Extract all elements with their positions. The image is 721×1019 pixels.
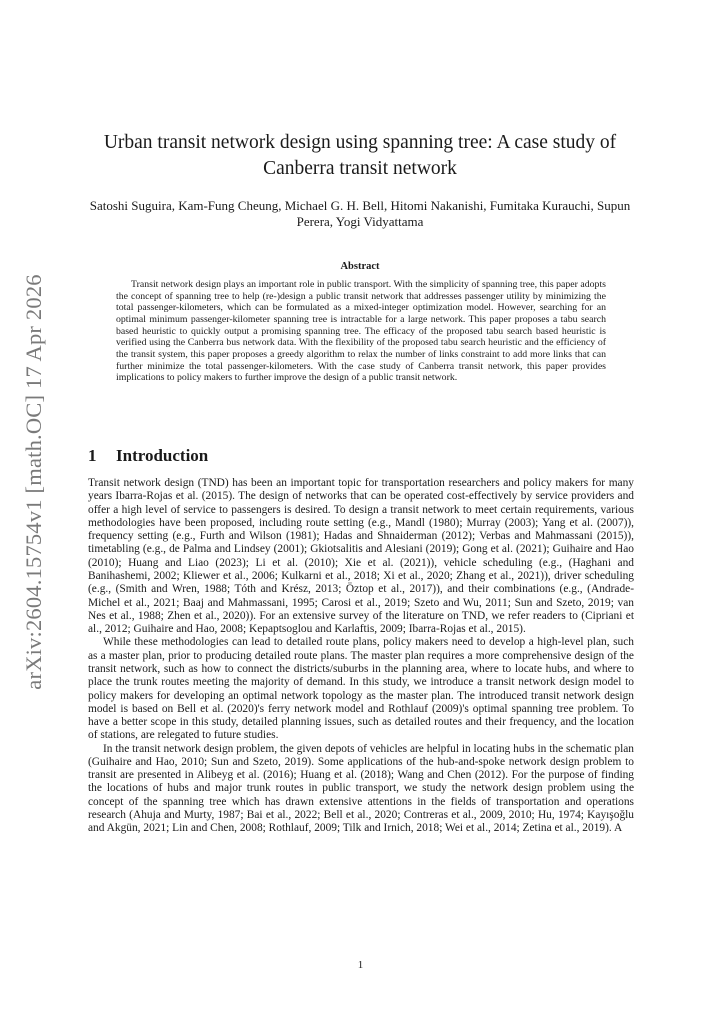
body-paragraph: While these methodologies can lead to detailed route plans, policy makers need to develop a high-level plan, such as a master plan, prior to producing detailed route plans. The master plan requires a more comprehensive design of the transit network, such as how to connect the districts/suburbs in the planning area, where to locate hubs, and where to place the trunk routes meeting the majority of demand. In this study, we introduce a transit network design model to policy makers for developing an optimal network topology as the master plan. The introduced transit network design model is based on Bell et al. (2020)'s ferry network model and Rothlauf (2009)'s optimal spanning tree problem. To have a better scope in this study, detailed planning issues, such as detailed routes and their frequency, and the location of stations, are relegated to future studies.	[88, 636, 634, 742]
section-heading	[88, 446, 208, 466]
abstract-text: Transit network design plays an important role in public transport. With the simplicity of spanning tree, this paper adopts the concept of spanning tree to help (re-)design a public transit network that addresses passenger utility by minimizing the total passenger-kilometers, which can be formulated as a mixed-integer optimization model. However, searching for an optimal minimum passenger-kilometer spanning tree is intractable for a large network. This paper proposes a tabu search based heuristic to quickly output a promising spanning tree. The efficacy of the proposed tabu search based heuristic is verified using the Canberra bus network data. With the flexibility of the proposed tabu search heuristic and the efficiency of the transit system, this paper proposes a greedy algorithm to relax the number of links constraint to add more links that can further minimize the total passenger-kilometers. With the case study of Canberra transit network, this paper provides implications to policy makers to further improve the design of a public transit network.	[116, 279, 606, 384]
arxiv-id-text: arXiv:2604.15754v1 [math.OC] 17 Apr 2026	[21, 274, 46, 690]
section-body	[88, 477, 634, 836]
paper-title: Urban transit network design using spanning tree: A case study of Canberra transit network	[103, 132, 617, 179]
author-list: Satoshi Suguira, Kam-Fung Cheung, Michael G. H. Bell, Hitomi Nakanishi, Fumitaka Kurauchi, Supun Perera, Yogi Vidyattama	[89, 198, 631, 229]
body-paragraph: Transit network design (TND) has been an important topic for transportation researchers and policy makers for many years Ibarra-Rojas et al. (2015). The design of networks that can be operated cost-effectively by service providers and offer a high level of service to passengers is desired. To design a transit network to meet certain requirements, various methodologies have been proposed, including route setting (e.g., Mandl (1980); Murray (2003); Yang et al. (2007)), frequency setting (e.g., Furth and Wilson (1981); Hadas and Shnaiderman (2012); Verbas and Mahmassani (2015)), timetabling (e.g., de Palma and Lindsey (2001); Gkiotsalitis and Alesiani (2019); Gong et al. (2021); Guihaire and Hao (2010); Huang and Liao (2023); Li et al. (2010); Xie et al. (2021)), vehicle scheduling (e.g., (Haghani and Banihashemi, 2002; Kliewer et al., 2006; Kulkarni et al., 2018; Xi et al., 2020; Zhang et al., 2021)), driver scheduling (e.g., (Smith and Wren, 1988; Tóth and Krész, 2013; Öztop et al., 2017)), and their combinations (e.g., (Andrade-Michel et al., 2021; Baaj and Mahmassani, 1995; Carosi et al., 2019; Szeto and Wu, 2011; Sun and Szeto, 2019; van Nes et al., 1988; Zhen et al., 2020)). For an extensive survey of the literature on TND, we refer readers to (Cipriani et al., 2012; Guihaire and Hao, 2008; Kepaptsoglou and Karlaftis, 2009; Ibarra-Rojas et al., 2015).	[88, 477, 634, 636]
arxiv-identifier-stamp	[11, 274, 57, 690]
body-paragraph: In the transit network design problem, the given depots of vehicles are helpful in locating hubs in the schematic plan (Guihaire and Hao, 2010; Sun and Szeto, 2019). Some applications of the hub-and-spoke network design problem to transit are presented in Alibeyg et al. (2016); Huang et al. (2018); Wang and Chen (2012). For the purpose of finding the locations of hubs and major trunk routes in public transport, we study the network design problem using the concept of the spanning tree which has drawn extensive attentions in the fields of transportation and operations research (Ahuja and Murty, 1987; Bai et al., 2022; Bell et al., 2020; Contreras et al., 2009, 2010; Hu, 1974; Kayışoğlu and Akgün, 2021; Lin and Chen, 2008; Rothlauf, 2009; Tilk and Irnich, 2018; Wei et al., 2014; Zetina et al., 2019). A	[88, 742, 634, 835]
section-title: Introduction	[116, 446, 209, 465]
page-number: 1	[357, 959, 364, 971]
section-number: 1	[88, 446, 97, 465]
abstract-heading: Abstract	[340, 261, 380, 272]
